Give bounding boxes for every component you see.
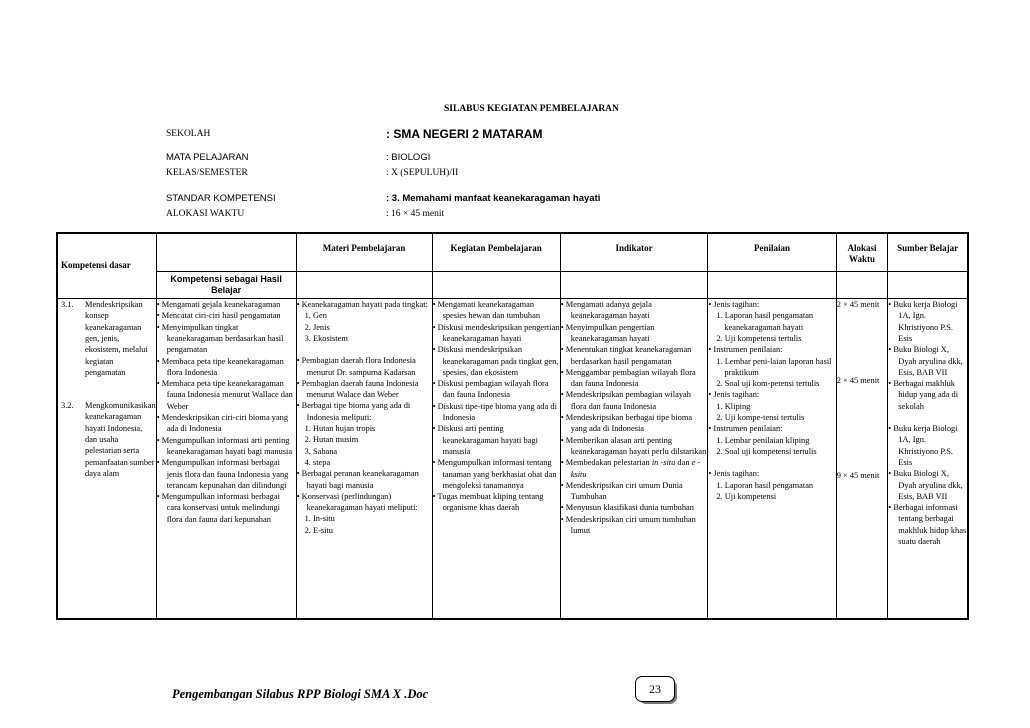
sumber-text: Berbagai informasi tentang berbagai makhluk hidup khas suatu daerah <box>893 503 967 547</box>
list-item: • Mengamati keanekaragaman spesies hewan dan tumbuhan <box>432 300 541 321</box>
indikator-text: Menyimpulkan pengertian keanekaragaman hayati <box>565 322 655 343</box>
materi-text: Pembagian daerah fauna Indonesia menurut Walace dan Weber <box>301 378 419 400</box>
indikator-text: Memberikan alasan arti penting keanekaragaman hayati perlu dilstarikan <box>565 435 707 456</box>
sumber-text: Buku Biologi X, Dyah aryulina dkk, Esis, BAB VII <box>893 345 963 377</box>
list-item: • Mengumpulkan informasi berbagai jenis flora dan fauna Indonesia yang terancam kepunahan dan dilindungi <box>156 458 289 490</box>
kh-text: Mencatat ciri-ciri hasil pengamatan <box>161 311 281 321</box>
sk-label: STANDAR KOMPETENSI <box>166 193 276 204</box>
sumber-text: Buku Biologi X, Dyah aryulina dkk, Esis, BAB VII <box>893 469 963 501</box>
cell-sumber <box>888 299 968 619</box>
kd-item <box>61 299 156 378</box>
sub-item: 1. In-situ <box>304 514 335 524</box>
list-item: • Menggambar pembagian wilayah flora dan fauna Indonesia <box>560 367 696 389</box>
mapel-label: MATA PELAJARAN <box>166 152 249 163</box>
list-item: • Buku kerja Biologi 1A, Ign. Khristiyono P.S. Esis <box>888 424 958 467</box>
kd-number: 3.1. <box>61 300 74 310</box>
kh-text: Mendeskripsikan ciri-ciri bioma yang ada di Indonesia <box>161 413 289 434</box>
list-item: • Menyimpulkan tingkat keanekaragaman berdasarkan hasil pengamatan <box>156 322 284 355</box>
list-item: • Berbagai peranan keanekaragaman hayati bagi manusia <box>296 469 419 490</box>
sub-item: 2. Jenis <box>304 322 330 332</box>
header-kegiatan <box>432 233 560 271</box>
kelas-label: KELAS/SEMESTER <box>166 168 248 178</box>
list-item: • Buku Biologi X, Dyah aryulina dkk, Esis, BAB VII <box>888 469 963 501</box>
page-number: 23 <box>635 676 675 702</box>
list-item: • Diskusi mendeskripsikan keanekaragaman pada tingkat gen, spesies, dan ekosistem <box>432 345 559 377</box>
penilaian-text: Jenis tagihan: <box>713 300 760 310</box>
list-item: • Mendeskripsikan ciri-ciri bioma yang ada di Indonesia <box>156 413 289 434</box>
list-item: • Mendeskripsikan pembagian wilayah flora dan fauna Indonesia <box>560 390 691 411</box>
cell-indikator <box>560 299 708 619</box>
sumber-text: Buku kerja Biologi 1A, Ign. Khristiyono P.S. Esis <box>893 424 958 467</box>
alokasi-value: 2 × 45 menit <box>836 376 880 386</box>
header-materi <box>296 233 432 271</box>
materi-text: Berbagai tipe bioma yang ada di Indonesia meliputi: <box>301 401 411 422</box>
list-item: • Mengumpulkan informasi berbagai cara konservasi untuk melindungi flora dan fauna dari kepunahan <box>156 492 280 524</box>
sub-item: 2. Soal uji kom-petensi tertulis <box>716 379 820 389</box>
list-item: • Menentukan tingkat keanekaragaman berdasarkan hasil pengamatan <box>560 345 692 366</box>
list-item: • Tugas membuat kliping tentang organisme khas daerah <box>432 492 544 513</box>
header-spacer-4 <box>708 271 836 299</box>
list-item: • Diskusi pembagian wilayah flora dan fauna Indonesia <box>432 379 549 400</box>
kh-text: Mengamati gejala keanekaragaman <box>161 300 281 310</box>
list-item: • Membaca peta tipe keanekaragaman flora Indonesia <box>156 356 284 377</box>
document-title: SILABUS KEGIATAN PEMBELAJARAN <box>444 104 619 114</box>
header-spacer-2 <box>432 271 560 299</box>
indikator-text: Mendeskripsikan berbagai tipe bioma yang ada di Indonesia <box>565 413 693 434</box>
sub-item: 1. Laporan hasil pengamatan <box>716 480 814 490</box>
penilaian-text: Jenis tagihan: <box>713 390 760 400</box>
page-number-box <box>635 676 679 706</box>
kd-text: Mengkomunikasikan keanekaragaman hayati Indonesia, dan usaha pelestarian serta pemanfaatan sumber daya alam <box>85 401 156 478</box>
indikator-text: Mendeskripsikan ciri umum tumbuhan lumut <box>565 514 696 536</box>
header-spacer-1 <box>296 271 432 299</box>
sub-item: 2. Uji kompetensi <box>716 491 777 501</box>
header-sumber-label: Sumber Belajar <box>897 243 959 253</box>
list-item: • Diskusi mendeskripsikan pengertian keanekaragaman hayati <box>432 322 560 343</box>
kegiatan-text: Diskusi tipe-tipe bioma yang ada di Indonesia <box>437 401 557 423</box>
indikator-text: Menggambar pembagian wilayah flora dan fauna Indonesia <box>565 367 696 389</box>
header-spacer-6 <box>888 271 968 299</box>
kh-text: Mengumpulkan informasi berbagai jenis flora dan fauna Indonesia yang terancam kepunahan dan dilindungi <box>161 458 289 490</box>
cell-kegiatan <box>432 299 560 619</box>
header-alokasi-label: Alokasi Waktu <box>847 243 877 265</box>
list-item: • Pembagian daerah flora Indonesia menurut Dr. sampurna Kadarsan <box>296 356 416 377</box>
kegiatan-text: Mengumpulkan informasi tentang tanaman yang berkhasiat obat dan mengoleksi tanamannya <box>437 458 557 490</box>
list-item: • Berbagai tipe bioma yang ada di Indonesia meliputi: <box>296 401 411 422</box>
list-item: • Membedakan pelestarian in -situ dan e -ksitu <box>560 458 701 479</box>
footer-text: Pengembangan Silabus RPP Biologi SMA X .Doc <box>172 687 429 701</box>
kh-text: Membaca peta tipe keanekaragaman flora Indonesia <box>161 356 284 377</box>
insitu-term: in -situ <box>651 458 676 468</box>
alokasi-value: 2 × 45 menit <box>836 300 880 310</box>
sub-item: 1. Gen <box>304 311 327 321</box>
sekolah-label: SEKOLAH <box>166 129 211 139</box>
kegiatan-text: Mengamati keanekaragaman spesies hewan dan tumbuhan <box>437 300 541 321</box>
sub-item: 1. Lembar penilaian kliping <box>716 435 810 445</box>
kd-item <box>61 400 156 479</box>
list-item: • Instrumen penilaian: <box>708 424 783 434</box>
sub-item: 1. Laporan hasil pengamatan keanekaragaman hayati <box>716 311 814 332</box>
kegiatan-text: Diskusi pembagian wilayah flora dan fauna Indonesia <box>437 379 549 400</box>
materi-text: Berbagai peranan keanekaragaman hayati bagi manusia <box>301 469 419 490</box>
sub-item: 4. stepa <box>304 457 331 467</box>
sub-item: 1. Kliping <box>716 401 751 411</box>
sub-item: 2. Hutan musim <box>304 435 359 445</box>
list-item: • Mengamati adanya gejala keanekaragaman hayati <box>560 300 652 321</box>
list-item: • Berbagai informasi tentang berbagai makhluk hidup khas suatu daerah <box>888 503 967 547</box>
list-item: • Mengumpulkan informasi arti penting keanekaragaman hayati bagi manusia <box>156 435 293 456</box>
sumber-text: Buku kerja Biologi 1A, Ign. Khristiyono P.S. Esis <box>893 300 958 343</box>
penilaian-text: Instrumen penilaian: <box>713 345 783 355</box>
sumber-text: Berbagai makhluk hidup yang ada di sekolah <box>893 379 959 411</box>
list-item: • Jenis tagihan: <box>708 469 760 479</box>
header-spacer-3 <box>560 271 708 299</box>
list-item: • Menyusun klasifikasi dunia tumbuhan <box>560 503 694 513</box>
sk-value: : 3. Memahami manfaat keanekaragaman hayati <box>386 193 601 204</box>
indikator-text: Menyusun klasifikasi dunia tumbuhan <box>565 503 694 513</box>
sub-item: 2. E-situ <box>304 525 333 535</box>
list-item: • Mendeskripsikan ciri umum Dunia Tumbuhan <box>560 480 683 502</box>
indikator-text: dan <box>675 458 692 468</box>
kh-text: Menyimpulkan tingkat keanekaragaman berdasarkan hasil pengamatan <box>161 322 284 355</box>
indikator-text: Membedakan pelestarian <box>565 458 652 468</box>
kh-text: Mengumpulkan informasi berbagai cara konservasi untuk melindungi flora dan fauna dari kepunahan <box>161 492 280 524</box>
list-item: • Mencatat ciri-ciri hasil pengamatan <box>156 311 281 321</box>
list-item: • Instrumen penilaian: <box>708 345 783 355</box>
sub-item: 1. Hutan hujan tropis <box>304 424 376 434</box>
list-item: • Mengumpulkan informasi tentang tanaman yang berkhasiat obat dan mengoleksi tanamannya <box>432 458 557 490</box>
indikator-text: Mengamati adanya gejala keanekaragaman hayati <box>565 300 652 321</box>
penilaian-text: Jenis tagihan: <box>713 469 760 479</box>
alokasi-value: : 16 × 45 menit <box>386 209 445 219</box>
list-item: • Mendeskripsikan ciri umum tumbuhan lumut <box>560 514 696 536</box>
header-sumber <box>888 233 968 271</box>
list-item: • Diskusi arti penting keanekaragaman hayati bagi manusia <box>432 424 538 456</box>
header-alokasi-waktu <box>836 233 888 271</box>
kegiatan-text: Tugas membuat kliping tentang organisme khas daerah <box>437 492 544 513</box>
kh-text: Mengumpulkan informasi arti penting keanekaragaman hayati bagi manusia <box>161 435 293 456</box>
eksitu-term: e -ksitu <box>570 458 701 479</box>
mapel-value: : BIOLOGI <box>386 152 431 163</box>
header-penilaian <box>708 233 836 271</box>
cell-materi <box>296 299 432 619</box>
list-item: • Mendeskripsikan berbagai tipe bioma yang ada di Indonesia <box>560 413 693 434</box>
penilaian-text: Instrumen penilaian: <box>713 424 783 434</box>
list-item: • Konservasi (perlindungan) keanekaragaman hayati meliputi: <box>296 491 418 513</box>
silabus-table <box>56 232 969 620</box>
materi-text: Keanekaragaman hayati pada tingkat: <box>301 300 428 310</box>
cell-alokasi <box>836 299 888 619</box>
kd-text: Mendeskripsikan konsep keanekaragaman gen, jenis, ekosistem, melalui kegiatan pengamatan <box>85 300 148 377</box>
indikator-text: Menentukan tingkat keanekaragaman berdasarkan hasil pengamatan <box>565 345 692 366</box>
list-item: • Buku kerja Biologi 1A, Ign. Khristiyono P.S. Esis <box>888 300 958 343</box>
header-indikator-label: Indikator <box>615 243 653 253</box>
header-kd-label: Kompetensi dasar <box>61 260 131 271</box>
kelas-value: : X (SEPULUH)/II <box>386 168 459 178</box>
list-item: • Memberikan alasan arti penting keanekaragaman hayati perlu dilstarikan <box>560 435 707 456</box>
header-spacer-5 <box>836 271 888 299</box>
list-item: • Berbagai makhluk hidup yang ada di sekolah <box>888 379 959 411</box>
sub-item: 2. Uji kompe-tensi tertulis <box>716 413 805 423</box>
header-kompetensi-dasar <box>57 233 156 299</box>
materi-text: Konservasi (perlindungan) keanekaragaman hayati meliputi: <box>301 491 418 513</box>
header-indikator <box>560 233 708 271</box>
list-item: • Buku Biologi X, Dyah aryulina dkk, Esis, BAB VII <box>888 345 963 377</box>
list-item: • Menyimpulkan pengertian keanekaragaman hayati <box>560 322 655 343</box>
cell-kompetensi-hasil <box>156 299 296 619</box>
header-blank <box>156 233 296 271</box>
header-kh-label: Kompetensi sebagai Hasil Belajar <box>170 273 282 295</box>
kegiatan-text: Diskusi mendeskripsikan pengertian keanekaragaman hayati <box>437 322 560 343</box>
sekolah-value: : SMA NEGERI 2 MATARAM <box>386 127 543 141</box>
list-item: • Jenis tagihan: <box>708 300 760 310</box>
list-item: • Mengamati gejala keanekaragaman <box>156 300 281 310</box>
cell-kd <box>57 299 156 619</box>
list-item: • Membaca peta tipe keanekaragaman fauna Indonesia menurut Wallace dan Weber <box>156 379 293 411</box>
sub-item: 1. Lembar peni-laian laporan hasil praktikum <box>716 356 832 377</box>
header-kompetensi-hasil <box>156 271 296 299</box>
cell-penilaian <box>708 299 836 619</box>
header-materi-label: Materi Pembelajaran <box>322 243 406 253</box>
alokasi-value: 9 × 45 menit <box>836 471 880 481</box>
alokasi-label: ALOKASI WAKTU <box>166 209 245 219</box>
materi-text: Pembagian daerah flora Indonesia menurut Dr. sampurna Kadarsan <box>301 356 416 377</box>
header-penilaian-label: Penilaian <box>754 243 791 253</box>
kegiatan-text: Diskusi mendeskripsikan keanekaragaman pada tingkat gen, spesies, dan ekosistem <box>437 345 559 377</box>
kegiatan-text: Diskusi arti penting keanekaragaman hayati bagi manusia <box>437 424 538 456</box>
indikator-text: Mendeskripsikan pembagian wilayah flora dan fauna Indonesia <box>565 390 691 411</box>
list-item: • Diskusi tipe-tipe bioma yang ada di Indonesia <box>432 401 557 423</box>
header-kegiatan-label: Kegiatan Pembelajaran <box>450 243 542 253</box>
kh-text: Membaca peta tipe keanekaragaman fauna Indonesia menurut Wallace dan Weber <box>161 379 293 411</box>
list-item: • Keanekaragaman hayati pada tingkat: <box>296 300 428 310</box>
sub-item: 2. Uji kompetensi tertulis <box>716 333 802 343</box>
kd-number: 3.2. <box>61 401 74 411</box>
sub-item: 3. Sabana <box>304 446 338 456</box>
sub-item: 3. Ekosistem <box>304 333 348 343</box>
list-item: • Pembagian daerah fauna Indonesia menurut Walace dan Weber <box>296 378 419 400</box>
list-item: • Jenis tagihan: <box>708 390 760 400</box>
sub-item: 2. Soal uji kompetensi tertulis <box>716 446 817 456</box>
indikator-text: Mendeskripsikan ciri umum Dunia Tumbuhan <box>565 480 683 502</box>
